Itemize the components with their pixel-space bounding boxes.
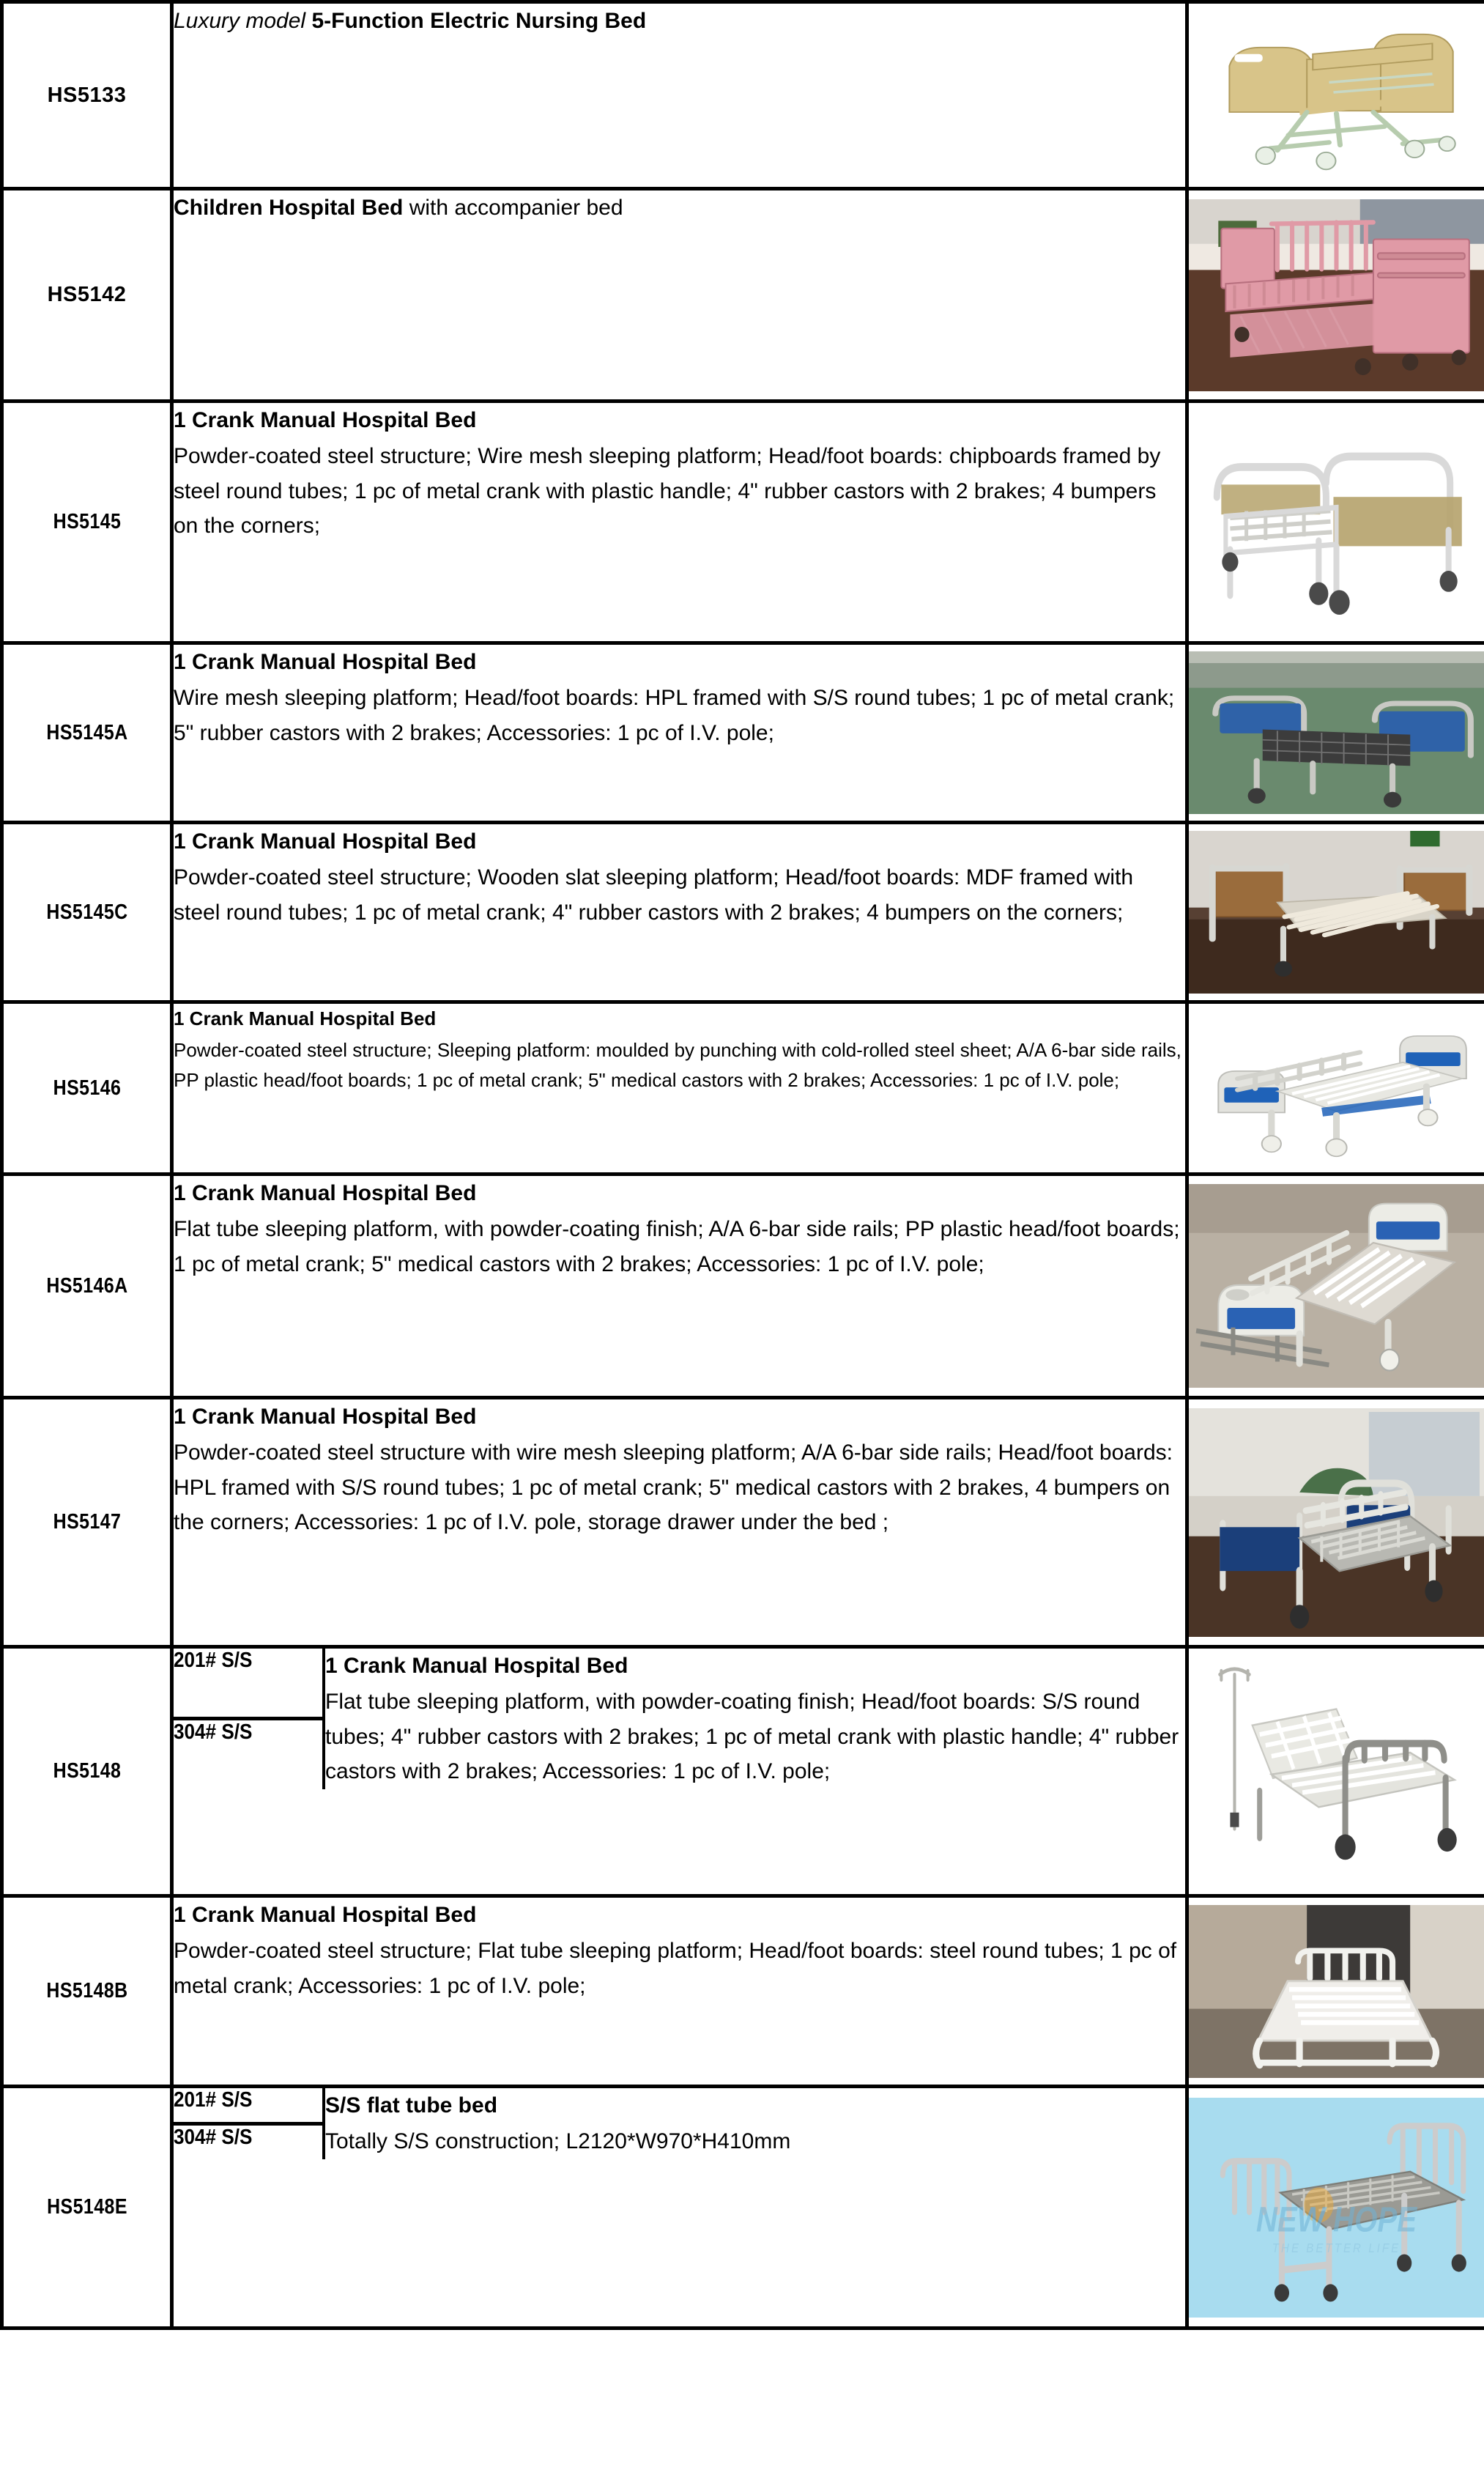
product-photo-cell	[1187, 643, 1484, 823]
product-title: 1 Crank Manual Hospital Bed	[174, 1903, 477, 1927]
grade-cell-201	[174, 2088, 324, 2123]
product-spec-text: Flat tube sleeping platform, with powder-coating finish; Head/foot boards: S/S round tubes; 4" rubber castors with 2 brakes; 1 pc of metal crank with plastic handle; 4" rubber castors with 2 brakes; Accessories: 1 pc of I.V. pole;	[325, 1690, 1179, 1784]
product-subtitle: with accompanier bed	[403, 196, 623, 220]
table-row	[2, 1002, 1484, 1175]
product-photo-cell	[1187, 823, 1484, 1002]
table-row	[2, 2087, 1484, 2329]
grade-cell-201	[174, 1649, 324, 1719]
stainless-flat-tube-bed-photo	[1189, 1658, 1484, 1885]
grade-label: 201# S/S	[174, 1649, 253, 1672]
product-spec-text: Powder-coated steel structure; Sleeping platform: moulded by punching with cold-rolled steel sheet; A/A 6-bar side rails, PP plastic head/foot boards; 1 pc of metal crank; 5" medical castors with 2 brakes; Accessories: 1 pc of I.V. pole;	[174, 1039, 1181, 1092]
grade-description	[324, 2088, 1185, 2159]
product-title: S/S flat tube bed	[325, 2093, 498, 2118]
product-photo-cell	[1187, 1647, 1484, 1896]
product-spec-text: Wire mesh sleeping platform; Head/foot boards: HPL framed with S/S round tubes; 1 pc of metal crank; 5" rubber castors with 2 brakes; Accessories: 1 pc of I.V. pole;	[174, 686, 1175, 745]
product-description-cell	[172, 823, 1187, 1002]
product-description-cell	[172, 1896, 1187, 2087]
product-description-cell	[172, 2, 1187, 189]
table-row	[2, 1398, 1484, 1647]
product-photo-cell	[1187, 1002, 1484, 1175]
grade-subtable	[174, 2088, 1185, 2159]
product-title: 1 Crank Manual Hospital Bed	[174, 1405, 477, 1429]
product-photo-cell	[1187, 2, 1484, 189]
product-spec-text: Powder-coated steel structure with wire mesh sleeping platform; A/A 6-bar side rails; Head/foot boards: HPL framed with S/S round tubes; 1 pc of metal crank; 5" medical castors with 2 brakes, 4 bumpers on the corners; Accessories: 1 pc of I.V. pole, storage drawer under the bed ;	[174, 1440, 1173, 1535]
grade-cell-304	[174, 2123, 324, 2159]
product-description-cell	[172, 1398, 1187, 1647]
product-code-cell: HS5148E	[14, 2087, 160, 2329]
table-row	[2, 1175, 1484, 1398]
product-photo-cell	[1187, 1896, 1484, 2087]
product-code-cell: HS5148B	[14, 1896, 160, 2087]
product-code-cell: HS5145A	[14, 643, 160, 823]
product-description-cell	[172, 402, 1187, 643]
wooden-slat-bed-photo	[1189, 831, 1484, 994]
one-crank-bed-beige-board-photo	[1189, 413, 1484, 632]
grade-description	[324, 1649, 1185, 1789]
product-spec-text: Powder-coated steel structure; Flat tube sleeping platform; Head/foot boards: steel round tubes; 1 pc of metal crank; Accessories: 1 pc of I.V. pole;	[174, 1939, 1177, 1998]
table-row	[2, 643, 1484, 823]
children-hospital-bed-photo	[1189, 199, 1484, 391]
product-title: 1 Crank Manual Hospital Bed	[174, 650, 477, 674]
product-code-cell: HS5147	[14, 1398, 160, 1647]
product-code-cell: HS5142	[2, 189, 172, 402]
table-row	[2, 1896, 1484, 2087]
product-spec-text: Flat tube sleeping platform, with powder-coating finish; A/A 6-bar side rails; PP plastic head/foot boards; 1 pc of metal crank; 5" medical castors with 2 brakes; Accessories: 1 pc of I.V. pole;	[174, 1217, 1180, 1276]
wire-mesh-side-rail-bed-photo	[1189, 1408, 1484, 1637]
product-title: 1 Crank Manual Hospital Bed	[174, 829, 477, 854]
product-title: 1 Crank Manual Hospital Bed	[325, 1654, 628, 1678]
table-row	[2, 1647, 1484, 1896]
product-title: 1 Crank Manual Hospital Bed	[174, 408, 477, 432]
product-photo-cell	[1187, 1175, 1484, 1398]
white-flat-tube-bed-photo	[1189, 1905, 1484, 2078]
product-code-cell: HS5133	[2, 2, 172, 189]
table-row	[2, 402, 1484, 643]
product-description-cell	[172, 1175, 1187, 1398]
grade-label: 201# S/S	[174, 2088, 253, 2112]
product-photo-cell	[1187, 402, 1484, 643]
grade-label: 304# S/S	[174, 1720, 253, 1745]
table-row	[2, 2, 1484, 189]
product-description-cell	[172, 2087, 1187, 2329]
product-title: 5-Function Electric Nursing Bed	[311, 9, 647, 33]
product-code-cell: HS5145C	[14, 823, 160, 1002]
svg-text:NEW HOPE: NEW HOPE	[1255, 2200, 1417, 2239]
product-spec-text: Powder-coated steel structure; Wire mesh sleeping platform; Head/foot boards: chipboards framed by steel round tubes; 1 pc of metal crank with plastic handle; 4" rubber castors with 2 brakes; 4 bumpers on the corners;	[174, 444, 1161, 539]
product-title: 1 Crank Manual Hospital Bed	[174, 1181, 477, 1205]
product-title: Children Hospital Bed	[174, 196, 404, 220]
table-row	[2, 189, 1484, 402]
flat-tube-platform-bed-photo	[1189, 1184, 1484, 1388]
grade-subtable	[174, 1649, 1185, 1789]
svg-text:THE BETTER LIFE: THE BETTER LIFE	[1272, 2240, 1401, 2256]
electric-nursing-bed-photo	[1189, 13, 1484, 178]
product-code-cell: HS5148	[14, 1647, 160, 1896]
grade-cell-304	[174, 1719, 324, 1789]
grade-label: 304# S/S	[174, 2125, 253, 2149]
product-description-cell	[172, 1002, 1187, 1175]
product-description-cell	[172, 1647, 1187, 1896]
table-row	[2, 823, 1484, 1002]
product-spec-text: Powder-coated steel structure; Wooden slat sleeping platform; Head/foot boards: MDF framed with steel round tubes; 1 pc of metal crank; 4" rubber castors with 2 brakes; 4 bumpers on the corners;	[174, 865, 1134, 925]
product-photo-cell	[1187, 1398, 1484, 1647]
product-photo-cell	[1187, 189, 1484, 402]
product-photo-cell	[1187, 2087, 1484, 2329]
model-qualifier: Luxury model	[174, 9, 306, 33]
ss-flat-tube-bed-photo	[1189, 2098, 1484, 2318]
product-code-cell: HS5145	[14, 402, 160, 643]
product-description-cell	[172, 189, 1187, 402]
product-code-cell: HS5146A	[14, 1175, 160, 1398]
one-crank-bed-blue-hpl-photo	[1189, 651, 1484, 814]
product-spec-text: Totally S/S construction; L2120*W970*H410mm	[325, 2129, 791, 2154]
six-bar-side-rail-bed-photo	[1189, 1010, 1484, 1166]
product-description-cell	[172, 643, 1187, 823]
product-title: 1 Crank Manual Hospital Bed	[174, 1007, 437, 1029]
product-code-cell: HS5146	[14, 1002, 160, 1175]
